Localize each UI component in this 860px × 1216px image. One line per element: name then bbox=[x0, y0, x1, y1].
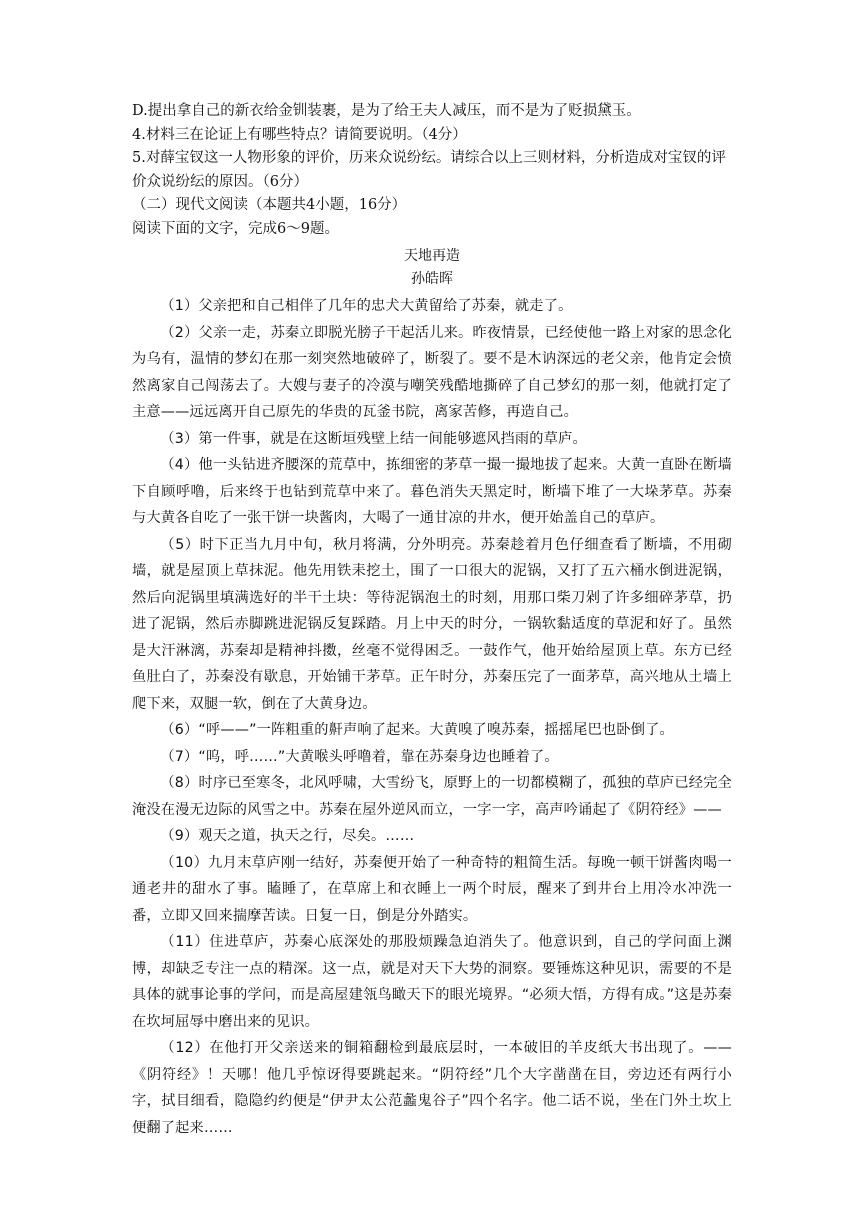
question-4: 4.材料三在论证上有哪些特点？请简要说明。（4分） bbox=[132, 126, 467, 143]
option-d-text: D.提出拿自己的新衣给金钏装裹，是为了给王夫人减压，而不是为了贬损黛玉。 bbox=[132, 103, 641, 119]
paragraph-5: （5）时下正当九月中旬，秋月将满，分外明亮。苏秦趁着月色仔细查看了断墙，不用砌墙，就是屋顶上草抹泥。他先用铁耒挖土，围了一口很大的泥锅，又打了五六桶水倒进泥锅，然后向泥锅里填满选好的半干土块：等待泥锅泡土的时刻，用那口柴刀剁了许多细碎茅草，扔进了泥锅，然后赤脚跳进泥锅反复踩踏。月上中天的时分，一锅软黏适度的草泥和好了。虽然是大汗淋漓，苏秦却是精神抖擞，丝毫不觉得困乏。一鼓作气，他开始给屋顶上草。东方已经鱼肚白了，苏秦没有歇息，开始铺干茅草。正午时分，苏秦压完了一面茅草，高兴地从土墙上爬下来，双腿一软，倒在了大黄身边。 bbox=[132, 536, 732, 712]
section-instruction: 阅读下面的文字，完成6～9题。 bbox=[132, 220, 339, 237]
question-5: 5.对薛宝钗这一人物形象的评价，历来众说纷纭。请综合以上三则材料，分析造成对宝钗的评价众说纷纭的原因。（6分） bbox=[132, 150, 726, 190]
paragraph-8: （8）时序已至寒冬，北风呼啸，大雪纷飞，原野上的一切都模糊了，孤独的草庐已经完全淹没在漫无边际的风雪之中。苏秦在屋外逆风而立，一字一字，高声吟诵起了《阴符经》—— bbox=[132, 775, 732, 818]
section-heading: （二）现代文阅读（本题共4小题，16分） bbox=[132, 197, 407, 213]
paragraph-4: （4）他一头钻进齐腰深的荒草中，拣细密的茅草一撮一撮地拔了起来。大黄一直卧在断墙下自顾呼噜，后来终于也钻到荒草中来了。暮色消失天黑定时，断墙下堆了一大垛茅草。苏秦与大黄各自吃了一张干饼一块酱肉，大喝了一通甘凉的井水，便开始盖自己的草庐。 bbox=[132, 457, 732, 526]
paragraph-3: （3）第一件事，就是在这断垣残壁上结一间能够遮风挡雨的草庐。 bbox=[160, 430, 587, 447]
article-title: 天地再造 bbox=[404, 248, 460, 264]
paragraph-9: （9）观天之道，执天之行，尽矣。…… bbox=[160, 828, 415, 844]
paragraph-11: （11）住进草庐，苏秦心底深处的那股烦躁急迫消失了。他意识到，自己的学问面上渊博，却缺乏专注一点的精深。这一点，就是对天下大势的洞察。要锤炼这种见识，需要的不是具体的就事论事的学问，而是高屋建瓴鸟瞰天下的眼光境界。“必须大悟，方得有成。”这是苏秦在坎坷屈辱中磨出来的见识。 bbox=[132, 934, 732, 1030]
paragraph-7: （7）“呜，呼……”大黄喉头呼噜着，靠在苏秦身边也睡着了。 bbox=[160, 748, 559, 765]
paragraph-1: （1）父亲把和自己相伴了几年的忠犬大黄留给了苏秦，就走了。 bbox=[160, 298, 573, 314]
paragraph-12: （12）在他打开父亲送来的铜箱翻检到最底层时，一本破旧的羊皮纸大书出现了。——《阴符经》！天哪！他几乎惊讶得要跳起来。“阴符经”几个大字凿凿在目，旁边还有两行小字，拭目细看，隐隐约约便是“伊尹太公范蠡鬼谷子”四个名字。他二话不说，坐在门外土坎上便翻了起来…… bbox=[132, 1040, 732, 1136]
paragraph-10: （10）九月末草庐刚一结好，苏秦便开始了一种奇特的粗简生活。每晚一顿干饼酱肉喝一通老井的甜水了事。瞌睡了，在草席上和衣睡上一两个时辰，醒来了到井台上用冷水冲洗一番，立即又回来揣摩苦读。日复一日，倒是分外踏实。 bbox=[132, 854, 732, 924]
document-page bbox=[132, 100, 732, 1141]
article-author: 孙皓晖 bbox=[411, 271, 453, 287]
paragraph-6: （6）“呼——”一阵粗重的鼾声响了起来。大黄嗅了嗅苏秦，摇摇尾巴也卧倒了。 bbox=[160, 722, 674, 738]
paragraph-2: （2）父亲一走，苏秦立即脱光膀子干起活儿来。昨夜情景，已经使他一路上对家的思念化为乌有，温情的梦幻在那一刻突然地破碎了，断裂了。要不是木讷深远的老父亲，他肯定会愤然离家自己闯荡去了。大嫂与妻子的冷漠与嘲笑残酷地撕碎了自己梦幻的那一刻，他就打定了主意——远远离开自己原先的华贵的瓦釜书院，离家苦修，再造自己。 bbox=[132, 324, 732, 420]
